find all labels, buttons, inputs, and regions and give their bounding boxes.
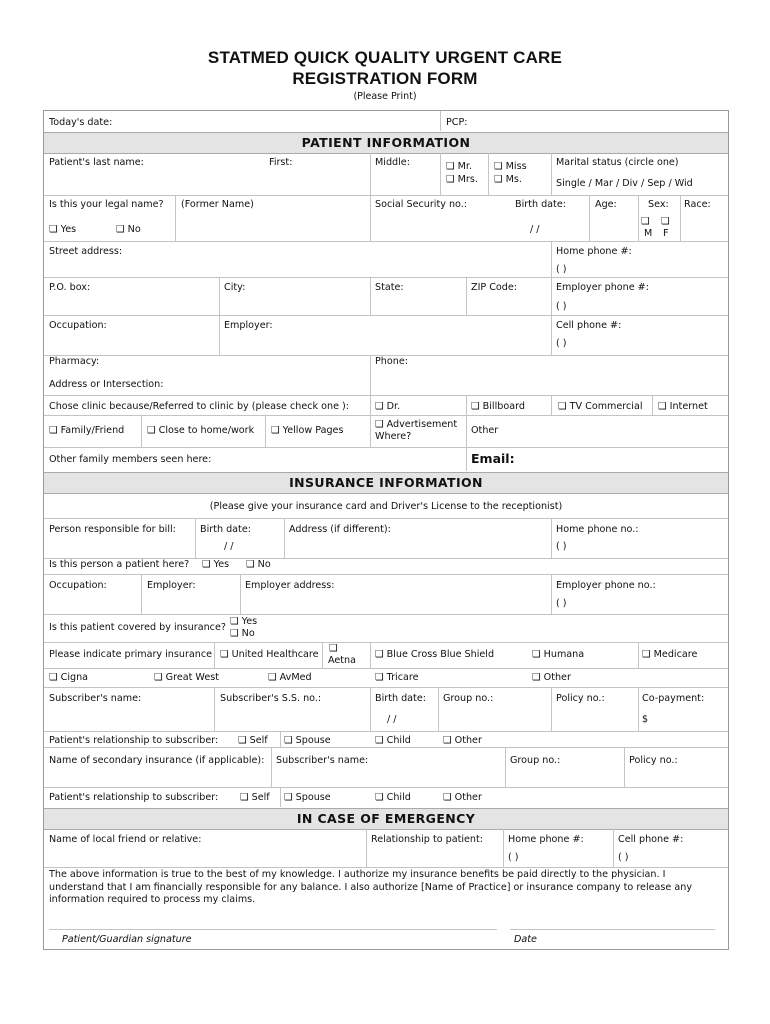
secondary-group-no-label: Group no.: <box>510 755 561 766</box>
employer-phone-no-parens: ( ) <box>556 598 567 609</box>
cell-phone-parens: ( ) <box>556 338 567 349</box>
chose-clinic-label: Chose clinic because/Referred to clinic by (please check one ): <box>49 401 350 412</box>
marital-status-label: Marital status (circle one) <box>556 157 679 168</box>
first-name-label: First: <box>269 157 293 168</box>
avmed-checkbox[interactable]: ❑ AvMed <box>268 672 312 683</box>
is-patient-label: Is this person a patient here? <box>49 559 190 570</box>
patient-information-header: PATIENT INFORMATION <box>44 132 728 154</box>
advertisement-where-label: Where? <box>375 431 412 442</box>
other-insurance-checkbox[interactable]: ❑ Other <box>532 672 571 683</box>
pcp-label: PCP: <box>446 117 468 128</box>
co-payment-dollar: $ <box>642 714 649 725</box>
former-name-label: (Former Name) <box>181 199 254 210</box>
birth-date-slashes: / / <box>530 224 540 235</box>
co-payment-label: Co-payment: <box>642 693 705 704</box>
secondary-subscriber-label: Subscriber's name: <box>276 755 369 766</box>
middle-name-label: Middle: <box>375 157 410 168</box>
ms-checkbox[interactable]: ❑ Ms. <box>494 174 522 185</box>
secondary-other-checkbox[interactable]: ❑ Other <box>443 792 482 803</box>
relationship-subscriber-label: Patient's relationship to subscriber: <box>49 735 219 746</box>
family-members-label: Other family members seen here: <box>49 454 212 465</box>
aetna-checkbox[interactable]: ❑ <box>329 643 338 654</box>
united-healthcare-checkbox[interactable]: ❑ United Healthcare <box>220 649 319 660</box>
covered-insurance-label: Is this patient covered by insurance? <box>49 622 226 633</box>
emergency-home-phone-parens: ( ) <box>508 852 519 863</box>
emergency-header: IN CASE OF EMERGENCY <box>44 808 728 830</box>
relationship-self-checkbox[interactable]: ❑ Self <box>238 735 268 746</box>
city-label: City: <box>224 282 246 293</box>
referral-family-checkbox[interactable]: ❑ Family/Friend <box>49 425 125 436</box>
form-title-line-2: REGISTRATION FORM <box>292 69 478 88</box>
employer-address-label: Employer address: <box>245 580 335 591</box>
race-label: Race: <box>684 199 711 210</box>
po-box-label: P.O. box: <box>49 282 91 293</box>
ssn-label: Social Security no.: <box>375 199 468 210</box>
date-line[interactable] <box>510 929 715 930</box>
pharmacy-label: Pharmacy: <box>49 356 100 367</box>
state-label: State: <box>375 282 404 293</box>
responsible-occupation-label: Occupation: <box>49 580 107 591</box>
secondary-child-checkbox[interactable]: ❑ Child <box>375 792 411 803</box>
employer-label: Employer: <box>224 320 273 331</box>
referral-yellow-pages-checkbox[interactable]: ❑ Yellow Pages <box>271 425 344 436</box>
cell-phone-label: Cell phone #: <box>556 320 622 331</box>
employer-phone-parens: ( ) <box>556 301 567 312</box>
age-label: Age: <box>595 199 617 210</box>
referral-billboard-checkbox[interactable]: ❑ Billboard <box>471 401 525 412</box>
primary-insurance-label: Please indicate primary insurance <box>49 649 213 660</box>
subscriber-name-label: Subscriber's name: <box>49 693 142 704</box>
responsible-home-phone-label: Home phone no.: <box>556 524 639 535</box>
form-title-line-1: STATMED QUICK QUALITY URGENT CARE <box>207 48 563 67</box>
registration-form <box>43 110 729 950</box>
date-label: Date <box>514 934 537 945</box>
employer-phone-label: Employer phone #: <box>556 282 649 293</box>
relationship-to-patient-label: Relationship to patient: <box>371 834 483 845</box>
emergency-cell-phone-parens: ( ) <box>618 852 629 863</box>
responsible-employer-label: Employer: <box>147 580 196 591</box>
emergency-cell-phone-label: Cell phone #: <box>618 834 684 845</box>
referral-close-home-checkbox[interactable]: ❑ Close to home/work <box>147 425 255 436</box>
miss-checkbox[interactable]: ❑ Miss <box>494 161 527 172</box>
secondary-self-checkbox[interactable]: ❑ Self <box>240 792 270 803</box>
group-no-label: Group no.: <box>443 693 494 704</box>
mrs-checkbox[interactable]: ❑ Mrs. <box>446 174 478 185</box>
secondary-policy-no-label: Policy no.: <box>629 755 678 766</box>
referral-other-label: Other <box>471 425 499 436</box>
occupation-label: Occupation: <box>49 320 107 331</box>
great-west-checkbox[interactable]: ❑ Great West <box>154 672 219 683</box>
authorization-statement: The above information is true to the best of my knowledge. I authorize my insurance benefits be paid directly to the physician. I understand that I am financially responsible for any balance. I also authorize [Name of Practice] or insurance company to release any information required to process my claims. <box>49 869 692 905</box>
sex-label: Sex: <box>648 199 669 210</box>
policy-no-label: Policy no.: <box>556 693 605 704</box>
subscriber-birth-date-slashes: / / <box>387 714 397 725</box>
legal-no-checkbox[interactable]: ❑ No <box>116 224 141 235</box>
cigna-checkbox[interactable]: ❑ Cigna <box>49 672 89 683</box>
pharmacy-address-label: Address or Intersection: <box>49 379 164 390</box>
signature-label: Patient/Guardian signature <box>62 934 192 945</box>
signature-line[interactable] <box>49 929 497 930</box>
email-label: Email: <box>471 451 515 466</box>
humana-checkbox[interactable]: ❑ Humana <box>532 649 585 660</box>
secondary-relationship-label: Patient's relationship to subscriber: <box>49 792 219 803</box>
insurance-instruction: (Please give your insurance card and Driver's License to the receptionist) <box>209 501 563 512</box>
sex-f-checkbox[interactable]: ❑ <box>661 216 670 227</box>
relationship-child-checkbox[interactable]: ❑ Child <box>375 735 411 746</box>
last-name-label: Patient's last name: <box>49 157 144 168</box>
street-address-label: Street address: <box>49 246 123 257</box>
covered-no-checkbox[interactable]: ❑ No <box>230 628 255 639</box>
legal-yes-checkbox[interactable]: ❑ Yes <box>49 224 77 235</box>
responsible-birth-date-slashes: / / <box>224 541 234 552</box>
relationship-other-checkbox[interactable]: ❑ Other <box>443 735 482 746</box>
sex-m-checkbox[interactable]: ❑ <box>641 216 650 227</box>
emergency-home-phone-label: Home phone #: <box>508 834 584 845</box>
medicare-checkbox[interactable]: ❑ Medicare <box>642 649 698 660</box>
responsible-home-phone-parens: ( ) <box>556 541 567 552</box>
form-subtitle: (Please Print) <box>353 91 417 102</box>
subscriber-ssn-label: Subscriber's S.S. no.: <box>220 693 322 704</box>
local-friend-label: Name of local friend or relative: <box>49 834 202 845</box>
birth-date-label: Birth date: <box>515 199 566 210</box>
secondary-insurance-label: Name of secondary insurance (if applicable): <box>49 755 265 766</box>
aetna-label: Aetna <box>328 655 357 666</box>
marital-status-options[interactable]: Single / Mar / Div / Sep / Wid <box>556 178 693 189</box>
sex-f-label: F <box>663 228 669 239</box>
responsible-person-label: Person responsible for bill: <box>49 524 176 535</box>
legal-name-label: Is this your legal name? <box>49 199 164 210</box>
zip-label: ZIP Code: <box>471 282 518 293</box>
responsible-address-label: Address (if different): <box>289 524 391 535</box>
todays-date-label: Today's date: <box>49 117 113 128</box>
covered-yes-checkbox[interactable]: ❑ Yes <box>230 616 258 627</box>
referral-internet-checkbox[interactable]: ❑ Internet <box>658 401 708 412</box>
mr-checkbox[interactable]: ❑ Mr. <box>446 161 473 172</box>
is-patient-yes-checkbox[interactable]: ❑ Yes <box>202 559 230 570</box>
insurance-information-header: INSURANCE INFORMATION <box>44 472 728 494</box>
relationship-spouse-checkbox[interactable]: ❑ Spouse <box>284 735 331 746</box>
subscriber-birth-date-label: Birth date: <box>375 693 426 704</box>
is-patient-no-checkbox[interactable]: ❑ No <box>246 559 271 570</box>
tricare-checkbox[interactable]: ❑ Tricare <box>375 672 419 683</box>
home-phone-parens: ( ) <box>556 264 567 275</box>
pharmacy-phone-label: Phone: <box>375 356 408 367</box>
blue-cross-checkbox[interactable]: ❑ Blue Cross Blue Shield <box>375 649 495 660</box>
responsible-birth-date-label: Birth date: <box>200 524 251 535</box>
sex-m-label: M <box>644 228 653 239</box>
referral-advertisement-checkbox[interactable]: ❑ Advertisement <box>375 419 458 430</box>
secondary-spouse-checkbox[interactable]: ❑ Spouse <box>284 792 331 803</box>
referral-dr-checkbox[interactable]: ❑ Dr. <box>375 401 401 412</box>
employer-phone-no-label: Employer phone no.: <box>556 580 656 591</box>
referral-tv-checkbox[interactable]: ❑ TV Commercial <box>558 401 643 412</box>
home-phone-label: Home phone #: <box>556 246 632 257</box>
